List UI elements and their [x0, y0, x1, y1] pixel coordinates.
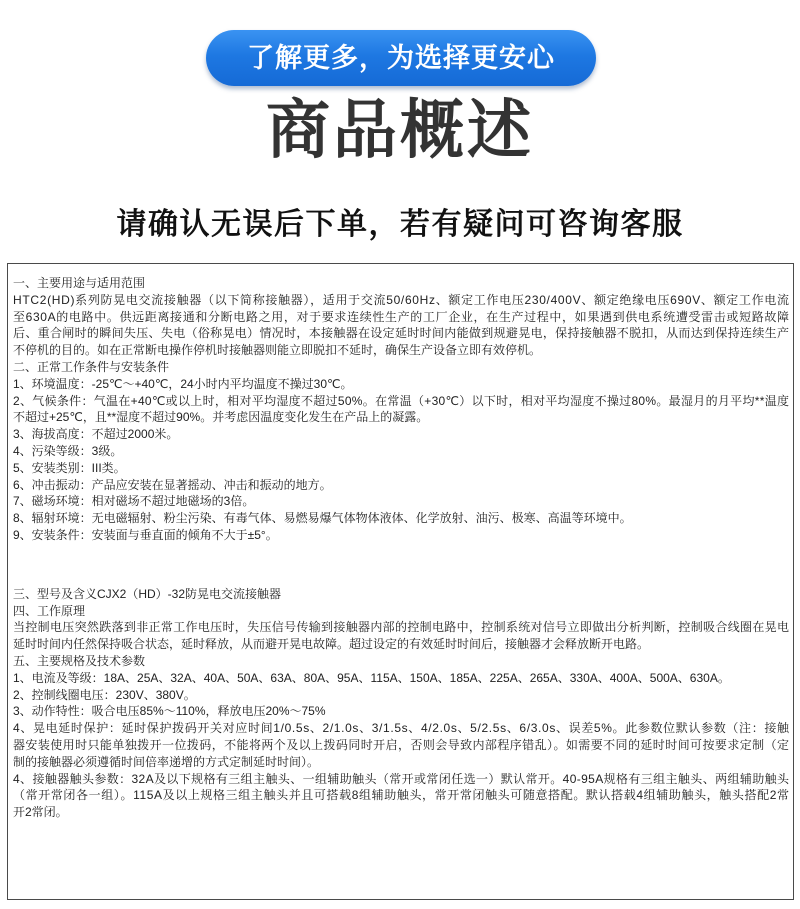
description-block — [13, 275, 789, 544]
description-paragraph — [13, 426, 789, 443]
description-paragraph — [13, 703, 789, 720]
paragraph-line: 3、动作特性：吸合电压85%～110%，释放电压20%～75% — [13, 704, 326, 719]
description-paragraph — [13, 493, 789, 510]
paragraph-line: 不超过+25℃，且**湿度不超过90%。并考虑因温度变化发生在产品上的凝露。 — [13, 410, 429, 425]
paragraph-line: 7、磁场环境：相对磁场不超过地磁场的3倍。 — [13, 494, 255, 509]
description-section — [13, 653, 789, 821]
description-block — [13, 586, 789, 821]
description-paragraph — [13, 443, 789, 460]
paragraph-line: 延时时间内任然保持吸合状态，延时释放，从而避开晃电故障。超过设定的有效延时时间后，接触器才会释放断开电路。 — [13, 637, 650, 652]
description-paragraph — [13, 376, 789, 393]
paragraph-line: 5、安装类别：III类。 — [13, 460, 126, 475]
paragraph-line: 4、晃电延时保护：延时保护拨码开关对应时间1/0.5s、2/1.0s、3/1.5s、4/2.0s、5/2.5s、6/3.0s、误差5%。此参数位默认参数（注：接触 — [13, 721, 790, 736]
description-paragraph — [13, 477, 789, 494]
description-paragraph — [13, 771, 789, 821]
description-paragraph — [13, 619, 789, 653]
section-heading: 二、正常工作条件与安装条件 — [13, 359, 170, 374]
paragraph-line: 2、控制线圈电压：230V、380V。 — [13, 687, 196, 702]
page-title: 商品概述 — [266, 94, 534, 166]
paragraph-line: 器安装使用时只能单独拨开一位拨码，不能将两个及以上拨码同时开启，否则会导致内部程序错乱）。如需要不同的延时时间可按要求定制（定 — [13, 737, 790, 752]
product-description-box — [7, 263, 794, 900]
paragraph-line: 3、海拔高度：不超过2000米。 — [13, 427, 179, 442]
description-section — [13, 603, 789, 653]
paragraph-line: 8、辐射环境：无电磁辐射、粉尘污染、有毒气体、易燃易爆气体物体液体、化学放射、油污、极寒、高温等环境中。 — [13, 511, 632, 526]
paragraph-line: 1、环境温度：-25℃～+40℃，24小时内平均温度不操过30℃。 — [13, 376, 353, 391]
paragraph-line: 6、冲击振动：产品应安装在显著摇动、冲击和振动的地方。 — [13, 477, 332, 492]
description-paragraph — [13, 720, 789, 770]
paragraph-line: 不停机的目的。如在正常断电操作停机时接触器则能立即脱扣不延时，确保生产设备立即有效停机。 — [13, 343, 542, 358]
paragraph-line: 4、接触器触头参数：32A及以下规格有三组主触头、一组辅助触头（常开或常闭任选一）默认常开。40-95A规格有三组主触头、两组辅助触头 — [13, 771, 790, 786]
description-paragraph — [13, 460, 789, 477]
paragraph-line: 开2常闭。 — [13, 805, 68, 820]
paragraph-line: HTC2(HD)系列防晃电交流接触器（以下简称接触器），适用于交流50/60Hz、额定工作电压230/400V、额定绝缘电压690V、额定工作电流 — [13, 292, 790, 307]
paragraph-line: （常开常闭各一组）。115A及以上规格三组主触头并且可搭载8组辅助触头，常开常闭触头可随意搭配。默认搭载4组辅助触头，触头搭配2常 — [13, 788, 790, 803]
paragraph-line: 当控制电压突然跌落到非正常工作电压时，失压信号传输到接触器内部的控制电路中，控制系统对信号立即做出分析判断，控制吸合线圈在晃电 — [13, 620, 790, 635]
section-heading: 四、工作原理 — [13, 603, 86, 618]
description-section — [13, 359, 789, 544]
paragraph-line: 9、安装条件：安装面与垂直面的倾角不大于±5°。 — [13, 527, 278, 542]
section-heading: 三、型号及含义CJX2（HD）-32防晃电交流接触器 — [13, 586, 282, 601]
section-heading: 五、主要规格及技术参数 — [13, 653, 146, 668]
description-paragraph — [13, 292, 789, 359]
description-section — [13, 586, 789, 603]
description-paragraph — [13, 393, 789, 427]
description-paragraph — [13, 687, 789, 704]
paragraph-line: 至630A的电路中。供远距离接通和分断电路之用，对于要求连续性生产的工厂企业，在生产过程中，如果遇到供电系统遭受雷击或短路故障 — [13, 309, 790, 324]
section-heading: 一、主要用途与适用范围 — [13, 276, 146, 290]
paragraph-line: 2、气候条件：气温在+40℃或以上时，相对平均湿度不超过50%。在常温（+30℃）以下时，相对平均湿度不操过80%。最湿月的月平均**温度 — [13, 393, 790, 408]
paragraph-line: 1、电流及等级：18A、25A、32A、40A、50A、63A、80A、95A、115A、150A、185A、225A、265A、330A、400A、500A、630A。 — [13, 670, 730, 685]
description-paragraph — [13, 510, 789, 527]
paragraph-line: 4、污染等级：3级。 — [13, 443, 123, 458]
description-paragraph — [13, 527, 789, 544]
paragraph-line: 后、重合闸时的瞬间失压、失电（俗称晃电）情况时，本接触器在设定延时时间内能做到规避晃电，保持接触器不脱扣，从而达到保持连续生产 — [13, 326, 790, 341]
page-subtitle: 请确认无误后下单，若有疑问可咨询客服 — [116, 208, 684, 241]
paragraph-line: 制的接触器必须遵循时间倍率递增的方式定制延时时间）。 — [13, 754, 320, 769]
learn-more-label: 了解更多，为选择更安心 — [247, 42, 555, 73]
description-paragraph — [13, 670, 789, 687]
learn-more-banner — [206, 30, 596, 86]
description-section — [13, 275, 789, 359]
